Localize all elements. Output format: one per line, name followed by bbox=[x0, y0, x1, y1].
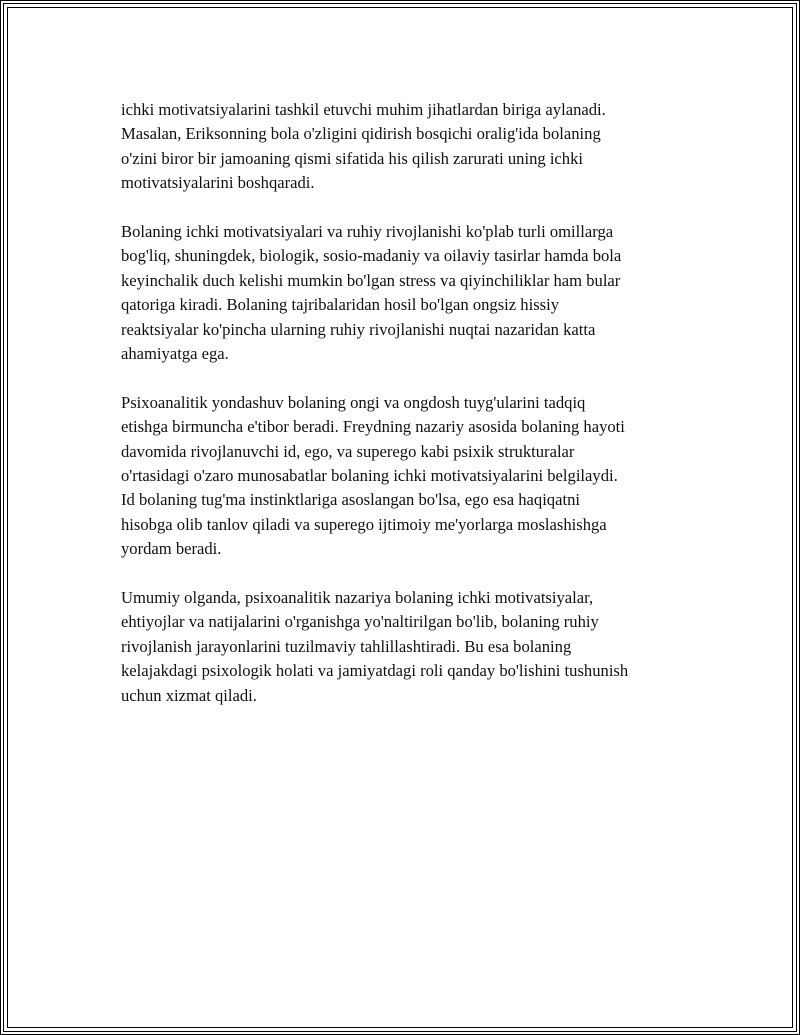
text-line: Id bolaning tug'ma instinktlariga asoslangan bo'lsa, ego esa haqiqatni bbox=[121, 490, 580, 510]
text-line: davomida rivojlanuvchi id, ego, va superego kabi psixik strukturalar bbox=[121, 441, 575, 461]
text-line: Psixoanalitik yondashuv bolaning ongi va ongdosh tuyg'ularini tadqiq bbox=[121, 392, 586, 412]
text-line: Umumiy olganda, psixoanalitik nazariya bolaning ichki motivatsiyalar, bbox=[121, 588, 594, 608]
paragraph-4 bbox=[121, 586, 696, 708]
text-line: ehtiyojlar va natijalarini o'rganishga yo'naltirilgan bo'lib, bolaning ruhiy bbox=[121, 612, 599, 632]
text-line: Masalan, Eriksonning bola o'zligini qidirish bosqichi oralig'ida bolaning bbox=[121, 124, 601, 144]
paragraph-3 bbox=[121, 391, 696, 562]
text-line: reaktsiyalar ko'pincha ularning ruhiy rivojlanishi nuqtai nazaridan katta bbox=[121, 319, 596, 339]
text-line: bog'liq, shuningdek, biologik, sosio-madaniy va oilaviy tasirlar hamda bola bbox=[121, 246, 622, 266]
text-line: etishga birmuncha e'tibor beradi. Freydning nazariy asosida bolaning hayoti bbox=[121, 417, 625, 437]
text-line: keyinchalik duch kelishi mumkin bo'lgan stress va qiyinchiliklar ham bular bbox=[121, 270, 621, 290]
paragraph-2 bbox=[121, 220, 696, 366]
paragraph-1 bbox=[121, 98, 696, 196]
text-line: hisobga olib tanlov qiladi va superego ijtimoiy me'yorlarga moslashishga bbox=[121, 514, 607, 534]
text-line: Bolaning ichki motivatsiyalari va ruhiy rivojlanishi ko'plab turli omillarga bbox=[121, 222, 614, 242]
text-line: kelajakdagi psixologik holati va jamiyatdagi roli qanday bo'lishini tushunish bbox=[121, 661, 629, 681]
text-line: ahamiyatga ega. bbox=[121, 344, 229, 364]
text-line: uchun xizmat qiladi. bbox=[121, 685, 257, 705]
text-line: ichki motivatsiyalarini tashkil etuvchi muhim jihatlardan biriga aylanadi. bbox=[121, 100, 606, 119]
text-line: qatoriga kiradi. Bolaning tajribalaridan hosil bo'lgan ongsiz hissiy bbox=[121, 295, 560, 315]
text-line: o'rtasidagi o'zaro munosabatlar bolaning ichki motivatsiyalarini belgilaydi. bbox=[121, 466, 618, 486]
text-line: yordam beradi. bbox=[121, 539, 222, 559]
page-body bbox=[121, 98, 696, 733]
text-line: o'zini biror bir jamoaning qismi sifatida his qilish zarurati uning ichki bbox=[121, 148, 583, 168]
text-line: motivatsiyalarini boshqaradi. bbox=[121, 173, 315, 193]
text-line: rivojlanish jarayonlarini tuzilmaviy tahlillashtiradi. Bu esa bolaning bbox=[121, 636, 572, 656]
